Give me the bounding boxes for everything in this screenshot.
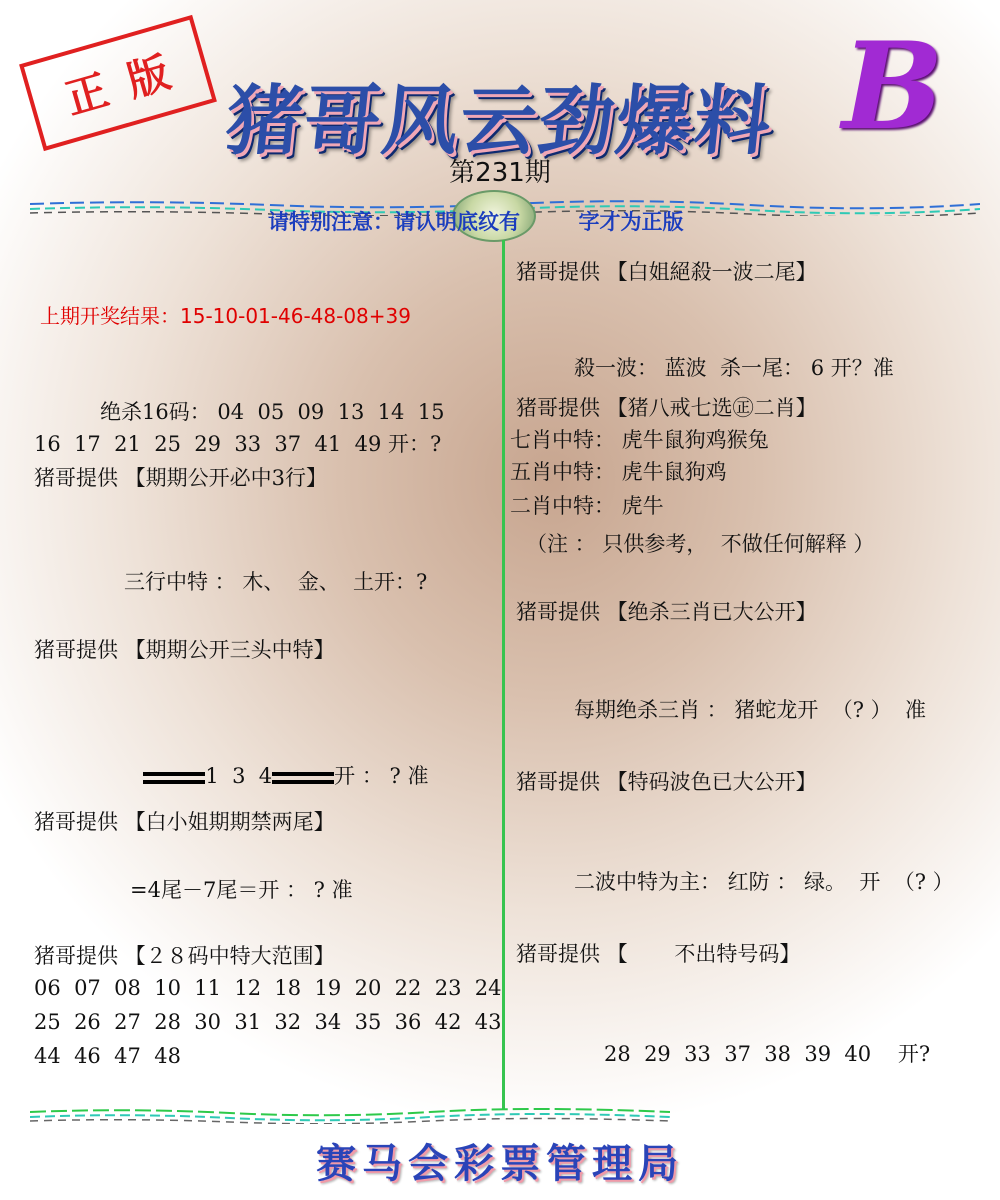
r5-title: 猪哥提供 【 不出特号码】	[516, 942, 801, 966]
r4-body: 二波中特为主： 红防 ： 绿。 开 （? ）	[574, 870, 954, 894]
block3-body: =4尾－7尾＝开 ： ? 准	[130, 878, 353, 902]
r5-body: 28 29 33 37 38 39 40 开?	[604, 1042, 931, 1066]
block3-title: 猪哥提供 【白小姐期期禁两尾】	[34, 810, 335, 834]
footer-publisher: 赛马会彩票管理局	[316, 1141, 684, 1187]
r2-note: （注 ： 只供参考， 不做任何解释 ）	[526, 532, 875, 556]
block2-body: 1 3 4 开 ： ? 准	[130, 736, 428, 790]
r3-body: 每期绝杀三肖 ： 猪蛇龙开 （? ） 准	[574, 698, 926, 722]
r1-title: 猪哥提供 【白姐絕殺一波二尾】	[516, 260, 817, 284]
kill16-line1: 绝杀16码： 04 05 09 13 14 15	[100, 400, 445, 424]
bar-marker-right	[272, 772, 334, 784]
r2-line1: 七肖中特： 虎牛鼠狗鸡猴兔	[510, 428, 769, 452]
main-title: 猪哥风云劲爆料	[221, 76, 778, 165]
block2-title: 猪哥提供 【期期公开三头中特】	[34, 638, 335, 662]
last-draw-result: 上期开奖结果：15-10-01-46-48-08+39	[40, 304, 411, 328]
r2-title: 猪哥提供 【猪八戒七选㊣二肖】	[516, 396, 817, 420]
block1-title: 猪哥提供 【期期公开必中3行】	[34, 466, 328, 490]
block4-row3: 44 46 47 48	[34, 1044, 181, 1068]
block1-body: 三行中特 ： 木、 金、 土开：?	[124, 570, 428, 594]
block4-title: 猪哥提供 【２８码中特大范围】	[34, 944, 335, 968]
bar-marker-left	[143, 772, 205, 784]
r4-title: 猪哥提供 【特码波色已大公开】	[516, 770, 817, 794]
issue-number: 第231期	[449, 158, 551, 188]
block4-row1: 06 07 08 10 11 12 18 19 20 22 23 24	[34, 976, 502, 1000]
kill16-line2: 16 17 21 25 29 33 37 41 49 开：?	[34, 432, 442, 456]
bottom-wave-divider	[30, 1108, 670, 1124]
edition-letter: B	[842, 16, 944, 157]
column-divider	[502, 240, 505, 1110]
r1-body: 殺一波： 蓝波 杀一尾： 6 开？准	[574, 356, 894, 380]
r2-line3: 二肖中特： 虎牛	[510, 494, 664, 518]
authenticity-notice: 请特别注意：请认明底纹有 字才为正版	[268, 210, 684, 234]
r3-title: 猪哥提供 【绝杀三肖已大公开】	[516, 600, 817, 624]
genuine-stamp: 正版	[19, 15, 217, 151]
block4-row2: 25 26 27 28 30 31 32 34 35 36 42 43	[34, 1010, 502, 1034]
r2-line2: 五肖中特： 虎牛鼠狗鸡	[510, 460, 727, 484]
